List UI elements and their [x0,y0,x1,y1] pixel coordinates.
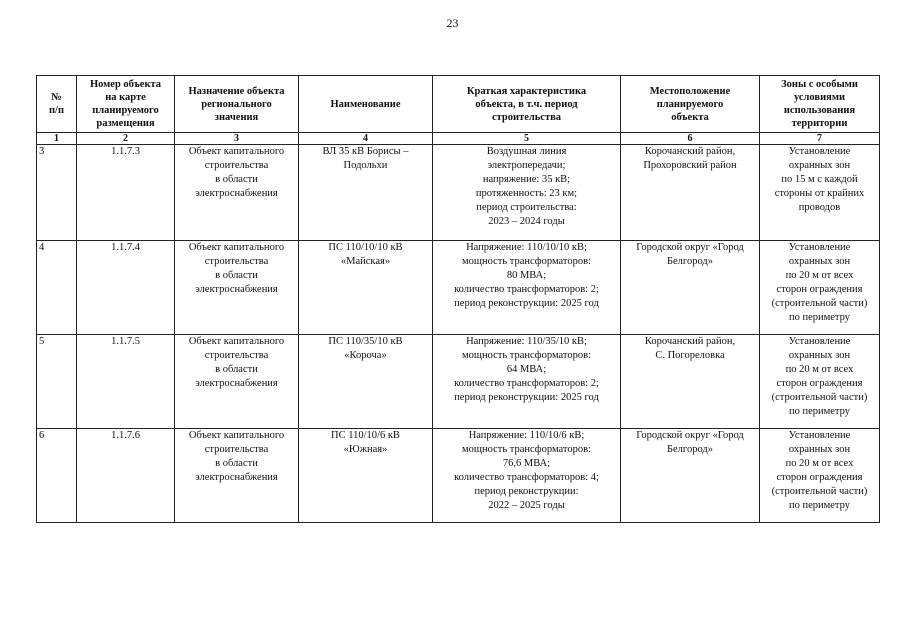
row-characteristics: Воздушная линия электропередачи; напряжение: 35 кВ; протяженность: 23 км; период строительства: 2023 – 2024 годы [433,145,621,241]
header-location: Местоположение планируемого объекта [621,76,760,133]
table-row [37,335,880,429]
header-num: № п/п [37,76,77,133]
column-number: 5 [433,133,621,145]
row-num: 4 [37,241,77,335]
page-number: 23 [446,16,459,30]
header-name: Наименование [299,76,433,133]
row-characteristics: Напряжение: 110/35/10 кВ; мощность трансформаторов: 64 МВА; количество трансформаторов: 2; период реконструкции: 2025 год [433,335,621,429]
row-purpose: Объект капитального строительства в области электроснабжения [175,241,299,335]
row-name: ПС 110/35/10 кВ «Короча» [299,335,433,429]
row-location: Городской округ «Город Белгород» [621,241,760,335]
header-zones: Зоны с особыми условиями использования территории [760,76,880,133]
column-numbers-row [37,133,880,145]
row-characteristics: Напряжение: 110/10/10 кВ; мощность трансформаторов: 80 МВА; количество трансформаторов: 2; период реконструкции: 2025 год [433,241,621,335]
row-location: Городской округ «Город Белгород» [621,429,760,523]
column-number: 4 [299,133,433,145]
column-number: 3 [175,133,299,145]
row-object-number: 1.1.7.5 [77,335,175,429]
row-object-number: 1.1.7.4 [77,241,175,335]
row-num: 6 [37,429,77,523]
row-name: ПС 110/10/6 кВ «Южная» [299,429,433,523]
header-row [37,76,880,133]
row-zones: Установление охранных зон по 20 м от всех сторон ограждения (строительной части) по периметру [760,429,880,523]
row-zones: Установление охранных зон по 20 м от всех сторон ограждения (строительной части) по периметру [760,335,880,429]
header-purpose: Назначение объекта регионального значения [175,76,299,133]
row-location: Корочанский район, С. Погореловка [621,335,760,429]
row-purpose: Объект капитального строительства в области электроснабжения [175,145,299,241]
column-number: 2 [77,133,175,145]
row-num: 3 [37,145,77,241]
row-zones: Установление охранных зон по 20 м от всех сторон ограждения (строительной части) по периметру [760,241,880,335]
column-number: 7 [760,133,880,145]
header-object-number: Номер объекта на карте планируемого размещения [77,76,175,133]
row-object-number: 1.1.7.3 [77,145,175,241]
row-name: ВЛ 35 кВ Борисы – Подольхи [299,145,433,241]
row-object-number: 1.1.7.6 [77,429,175,523]
row-num: 5 [37,335,77,429]
row-location: Корочанский район, Прохоровский район [621,145,760,241]
planned-objects-table [36,75,880,523]
table-row [37,429,880,523]
column-number: 6 [621,133,760,145]
row-zones: Установление охранных зон по 15 м с каждой стороны от крайних проводов [760,145,880,241]
row-characteristics: Напряжение: 110/10/6 кВ; мощность трансформаторов: 76,6 МВА; количество трансформаторов: 4; период реконструкции: 2022 – 2025 годы [433,429,621,523]
table-row [37,145,880,241]
table-row [37,241,880,335]
row-purpose: Объект капитального строительства в области электроснабжения [175,429,299,523]
row-name: ПС 110/10/10 кВ «Майская» [299,241,433,335]
row-purpose: Объект капитального строительства в области электроснабжения [175,335,299,429]
column-number: 1 [37,133,77,145]
header-characteristics: Краткая характеристика объекта, в т.ч. период строительства [433,76,621,133]
